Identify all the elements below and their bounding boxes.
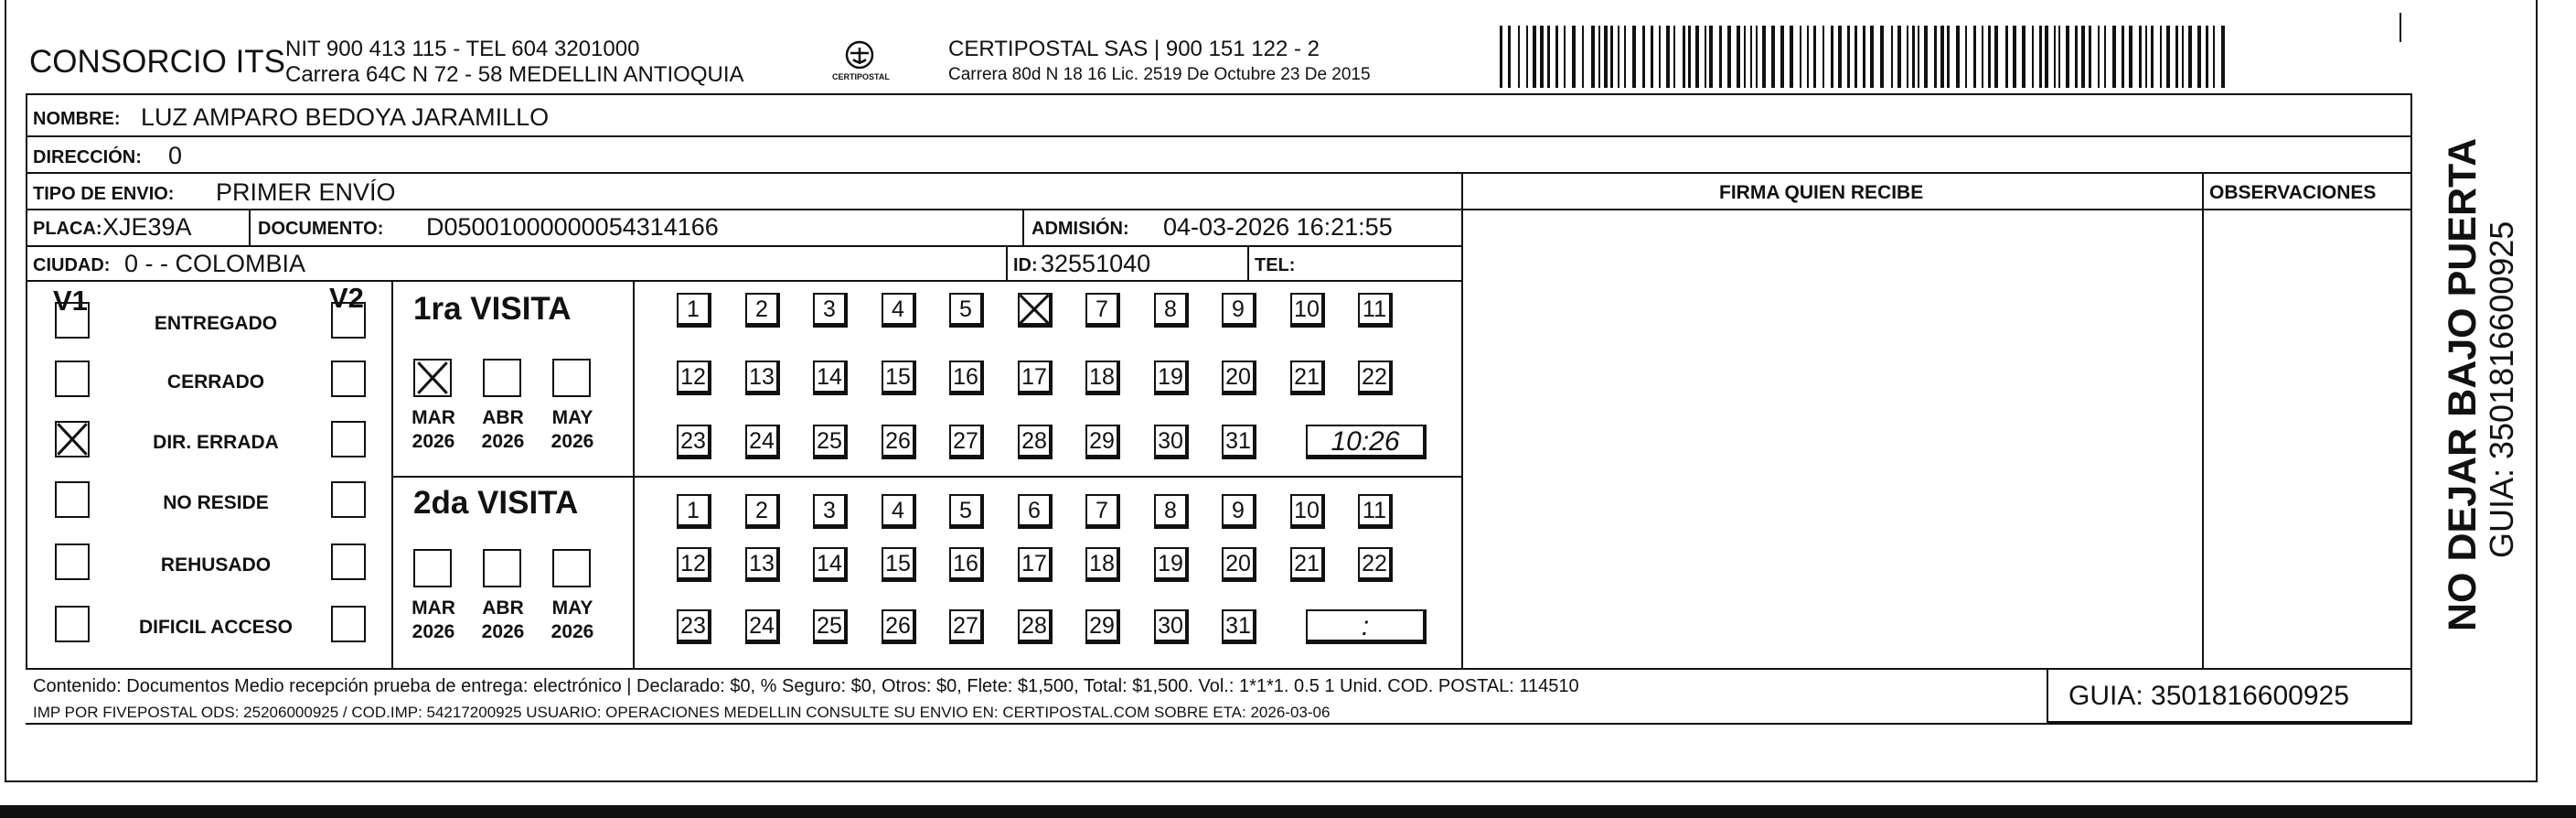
grid-line — [2202, 172, 2204, 670]
visit2-day-box[interactable]: 21 — [1290, 547, 1325, 582]
month-name: MAR — [412, 407, 455, 428]
visit1-day-box[interactable]: 3 — [813, 293, 848, 328]
barcode-bar — [1988, 26, 1991, 88]
month-year: 2026 — [550, 431, 594, 453]
barcode-bar — [2129, 26, 2132, 88]
visit2-day-box[interactable]: 25 — [813, 609, 848, 644]
barcode-bar — [1624, 26, 1626, 88]
barcode-bar — [1891, 26, 1893, 88]
observaciones-header: OBSERVACIONES — [2209, 182, 2377, 203]
grid-line — [26, 93, 2412, 95]
firma-header: FIRMA QUIEN RECIBE — [1719, 182, 1924, 203]
visit2-day-box[interactable]: 11 — [1358, 494, 1393, 529]
barcode-bar — [1822, 26, 1824, 88]
grid-line — [391, 476, 635, 478]
barcode-bar — [1838, 26, 1842, 88]
guia-footer-value: GUIA: 3501816600925 — [2068, 681, 2349, 711]
barcode-bar — [2175, 26, 2178, 88]
logo-text: CERTIPOSTAL — [832, 72, 890, 81]
grid-line — [26, 723, 2412, 725]
visit1-day-box[interactable]: 11 — [1358, 293, 1393, 328]
visit1-day-box[interactable]: 9 — [1222, 293, 1256, 328]
barcode-bar — [1547, 26, 1550, 88]
month-name: MAY — [551, 597, 593, 619]
visit2-day-box[interactable]: 19 — [1154, 547, 1189, 582]
barcode-bar — [1591, 26, 1595, 88]
direccion-label: DIRECCIÓN: — [33, 147, 142, 167]
barcode-bar — [2081, 26, 2085, 88]
visit2-time-box[interactable]: : — [1306, 609, 1427, 644]
carrier-line-2: Carrera 80d N 18 16 Lic. 2519 De Octubre 23 De 2015 — [948, 65, 1371, 84]
visit2-day-box[interactable]: 1 — [677, 494, 711, 529]
id-label: ID: — [1013, 255, 1038, 275]
status-label: ENTREGADO — [154, 313, 278, 334]
visit2-month-checkbox[interactable] — [552, 549, 591, 587]
barcode-bar — [1744, 26, 1746, 88]
visit1-day-box[interactable]: 17 — [1018, 361, 1053, 395]
barcode-bar — [2213, 26, 2215, 88]
barcode-bar — [1947, 26, 1950, 88]
status-v2-checkbox[interactable] — [331, 302, 366, 339]
v1-header: V1 — [53, 285, 88, 317]
admision-value: 04-03-2026 16:21:55 — [1163, 213, 1393, 241]
barcode-bar — [1666, 26, 1670, 88]
barcode-bar — [1508, 26, 1511, 88]
barcode-bar — [1847, 26, 1850, 88]
barcode-bar — [1800, 26, 1801, 88]
placa-label: PLACA: — [33, 219, 102, 239]
barcode-bar — [1572, 26, 1576, 88]
barcode-bar — [1912, 26, 1915, 88]
barcode-bar — [1994, 26, 1998, 88]
visit2-day-box[interactable]: 24 — [745, 609, 780, 644]
barcode-bar — [2188, 26, 2192, 88]
grid-line — [26, 209, 1463, 210]
bottom-edge-bar — [0, 805, 2576, 818]
visit1-day-box[interactable]: 25 — [813, 425, 848, 459]
barcode-bar — [2221, 26, 2225, 88]
barcode-bar — [1555, 26, 1558, 88]
visit2-month-label — [476, 597, 530, 645]
barcode-bar — [1813, 26, 1816, 88]
barcode-bar — [2206, 26, 2208, 88]
barcode-bar — [2045, 26, 2048, 88]
visit2-day-box[interactable]: 28 — [1018, 609, 1053, 644]
month-year: 2026 — [412, 431, 455, 453]
barcode-bar — [1965, 26, 1967, 88]
grid-line — [633, 476, 1461, 478]
status-v2-checkbox[interactable] — [331, 544, 366, 580]
visit1-day-box[interactable]: 31 — [1222, 425, 1256, 459]
v2-header: V2 — [329, 282, 364, 314]
visit2-day-box[interactable]: 16 — [949, 547, 984, 582]
visit2-day-box[interactable]: 31 — [1222, 609, 1256, 644]
visit1-day-box[interactable]: 20 — [1222, 361, 1256, 395]
visit2-day-box[interactable]: 12 — [677, 547, 711, 582]
visit2-day-box[interactable]: 20 — [1222, 547, 1256, 582]
barcode-bar — [1642, 26, 1645, 88]
barcode-bar — [1918, 26, 1919, 88]
barcode-bar — [1863, 26, 1865, 88]
visit1-time-box[interactable]: 10:26 — [1306, 425, 1427, 459]
barcode-bar — [1598, 26, 1600, 88]
visit2-month-checkbox[interactable] — [483, 549, 521, 587]
tipo-envio-label: TIPO DE ENVIO: — [33, 184, 175, 204]
visit2-day-box[interactable]: 18 — [1085, 547, 1120, 582]
barcode-bar — [2139, 26, 2142, 88]
barcode-bar — [2054, 26, 2056, 88]
status-v1-checkbox[interactable] — [55, 606, 90, 642]
barcode-bar — [1924, 26, 1928, 88]
visit1-day-box[interactable]: 23 — [677, 425, 711, 459]
barcode-bar — [1618, 26, 1619, 88]
barcode-bar — [2182, 26, 2184, 88]
barcode-bar — [1727, 26, 1731, 88]
barcode-bar — [1934, 26, 1937, 88]
barcode-bar — [2032, 26, 2034, 88]
direccion-value: 0 — [168, 142, 183, 169]
barcode-bar — [2145, 26, 2147, 88]
barcode-bar — [1518, 26, 1520, 88]
visit1-day-box[interactable]: 21 — [1290, 361, 1325, 395]
status-label: CERRADO — [166, 371, 265, 393]
status-v1-checkbox[interactable] — [55, 302, 90, 339]
no-dejar-bajo-puerta-text: NO DEJAR BAJO PUERTA — [2441, 137, 2485, 631]
barcode-bar — [2151, 26, 2154, 88]
status-v2-checkbox[interactable] — [331, 606, 366, 642]
visit1-month-checkbox[interactable] — [552, 359, 591, 397]
barcode-bar — [1500, 26, 1502, 88]
barcode-bar — [2005, 26, 2008, 88]
barcode-bar — [2160, 26, 2162, 88]
visit1-day-box[interactable]: 4 — [882, 293, 916, 328]
visit2-day-box[interactable]: 30 — [1154, 609, 1189, 644]
visit2-day-box[interactable]: 17 — [1018, 547, 1053, 582]
visit2-day-box[interactable]: 23 — [677, 609, 711, 644]
grid-line — [1022, 209, 1024, 245]
ciudad-label: CIUDAD: — [33, 255, 111, 275]
status-v1-checkbox[interactable] — [55, 421, 90, 457]
side-guia-text: GUIA: 3501816600925 — [2483, 221, 2520, 558]
visit1-title: 1ra VISITA — [413, 291, 572, 327]
visit1-day-box[interactable]: 7 — [1085, 293, 1120, 328]
footer-line-1: Contenido: Documentos Medio recepción prueba de entrega: electrónico | Declarado: $0, % Seguro: $0, Otros: $0, Flete: $1,500, Total: $1,500. Vol.: 1*1*1. 0.5 1 Unid. COD. POSTAL: 114510 — [33, 676, 1579, 696]
visit1-day-box[interactable]: 28 — [1018, 425, 1053, 459]
visit1-day-box[interactable]: 15 — [882, 361, 916, 395]
barcode-bar — [1705, 26, 1706, 88]
barcode-bar — [1659, 26, 1661, 88]
visit2-day-box[interactable]: 15 — [882, 547, 916, 582]
barcode-bar — [2013, 26, 2016, 88]
visit2-day-box[interactable]: 29 — [1085, 609, 1120, 644]
visit1-day-box[interactable]: 24 — [745, 425, 780, 459]
barcode-bar — [2022, 26, 2026, 88]
barcode-bar — [1610, 26, 1613, 88]
status-v1-checkbox[interactable] — [55, 361, 90, 397]
visit1-day-box[interactable]: 26 — [882, 425, 916, 459]
visit2-day-box[interactable]: 14 — [813, 547, 848, 582]
barcode-graphic — [1500, 26, 2229, 88]
visit2-month-label — [545, 597, 600, 645]
month-name: MAY — [551, 407, 593, 428]
visit1-day-box[interactable]: 1 — [677, 293, 711, 328]
barcode-bar — [2098, 26, 2100, 88]
barcode-bar — [1688, 26, 1691, 88]
grid-line — [2410, 93, 2412, 670]
barcode-bar — [1673, 26, 1675, 88]
barcode-bar — [2039, 26, 2042, 88]
visit2-day-box[interactable]: 13 — [745, 547, 780, 582]
grid-line — [26, 280, 1463, 282]
visit1-day-box[interactable]: 13 — [745, 361, 780, 395]
visit1-month-checkbox[interactable] — [483, 359, 521, 397]
barcode-bar — [1651, 26, 1653, 88]
status-label: DIFICIL ACCESO — [138, 617, 293, 638]
grid-line — [1461, 209, 2412, 210]
visit1-day-box[interactable]: 14 — [813, 361, 848, 395]
barcode-bar — [2075, 26, 2078, 88]
visit2-day-box[interactable]: 5 — [949, 494, 984, 529]
company-name: CONSORCIO ITS — [29, 44, 286, 80]
placa-value: XJE39A — [102, 213, 192, 241]
barcode-bar — [2089, 26, 2091, 88]
company-line-2: Carrera 64C N 72 - 58 MEDELLIN ANTIOQUIA — [285, 62, 744, 87]
barcode-bar — [1604, 26, 1608, 88]
barcode-bar — [2058, 26, 2060, 88]
barcode-bar — [1683, 26, 1685, 88]
visit2-day-box[interactable]: 8 — [1154, 494, 1189, 529]
barcode-bar — [1780, 26, 1784, 88]
barcode-bar — [2122, 26, 2124, 88]
company-line-1: NIT 900 413 115 - TEL 604 3201000 — [285, 37, 640, 61]
visit1-month-checkbox[interactable] — [413, 359, 452, 397]
grid-line — [249, 209, 251, 245]
status-v2-checkbox[interactable] — [331, 361, 366, 397]
visit1-day-box[interactable]: 27 — [949, 425, 984, 459]
barcode-bar — [1632, 26, 1636, 88]
visit2-month-checkbox[interactable] — [413, 549, 452, 587]
status-label: NO RESIDE — [163, 492, 269, 513]
barcode-bar — [1756, 26, 1758, 88]
documento-label: DOCUMENTO: — [258, 219, 384, 239]
month-year: 2026 — [550, 621, 594, 643]
grid-line — [633, 280, 635, 670]
visit1-day-box[interactable]: 19 — [1154, 361, 1189, 395]
visit2-day-box[interactable]: 22 — [1358, 547, 1393, 582]
visit2-day-box[interactable]: 7 — [1085, 494, 1120, 529]
visit1-day-box[interactable]: 8 — [1154, 293, 1189, 328]
tipo-envio-value: PRIMER ENVÍO — [216, 178, 396, 206]
grid-line — [1006, 245, 1008, 280]
barcode-bar — [1533, 26, 1536, 88]
barcode-bar — [2197, 26, 2201, 88]
nombre-label: NOMBRE: — [33, 109, 121, 129]
id-value: 32551040 — [1041, 250, 1151, 277]
barcode-bar — [1540, 26, 1544, 88]
barcode-bar — [1564, 26, 1566, 88]
barcode-bar — [1737, 26, 1740, 88]
grid-line — [1247, 245, 1249, 280]
barcode-bar — [1762, 26, 1766, 88]
visit1-day-box[interactable] — [1018, 293, 1053, 328]
visit1-day-box[interactable]: 10 — [1290, 293, 1325, 328]
barcode-bar — [1982, 26, 1983, 88]
visit1-day-box[interactable]: 30 — [1154, 425, 1189, 459]
barcode-bar — [1526, 26, 1528, 88]
barcode-bar — [1907, 26, 1908, 88]
visit1-month-label — [545, 406, 600, 455]
barcode-bar — [1897, 26, 1901, 88]
grid-line — [26, 93, 27, 670]
visit1-day-box[interactable]: 5 — [949, 293, 984, 328]
barcode-bar — [2166, 26, 2170, 88]
visit2-day-box[interactable]: 6 — [1018, 494, 1053, 529]
certipostal-logo — [832, 37, 890, 91]
visit2-day-box[interactable]: 3 — [813, 494, 848, 529]
month-name: MAR — [412, 597, 455, 619]
visit2-day-box[interactable]: 27 — [949, 609, 984, 644]
visit2-day-box[interactable]: 4 — [882, 494, 916, 529]
barcode-bar — [1719, 26, 1722, 88]
visit1-day-box[interactable]: 16 — [949, 361, 984, 395]
barcode-bar — [1790, 26, 1793, 88]
documento-value: D05001000000054314166 — [426, 213, 719, 241]
visit2-day-box[interactable]: 9 — [1222, 494, 1256, 529]
visit1-day-box[interactable]: 22 — [1358, 361, 1393, 395]
month-year: 2026 — [481, 621, 525, 643]
visit2-day-box[interactable]: 2 — [745, 494, 780, 529]
barcode-bar — [2066, 26, 2069, 88]
status-v1-checkbox[interactable] — [55, 544, 90, 580]
barcode-bar — [1956, 26, 1960, 88]
nombre-value: LUZ AMPARO BEDOYA JARAMILLO — [141, 103, 550, 131]
status-v2-checkbox[interactable] — [331, 421, 366, 457]
grid-line — [1461, 172, 1463, 670]
status-label: REHUSADO — [160, 554, 272, 576]
visit2-day-box[interactable]: 10 — [1290, 494, 1325, 529]
month-year: 2026 — [412, 621, 455, 643]
barcode-bar — [1807, 26, 1809, 88]
visit1-day-box[interactable]: 29 — [1085, 425, 1120, 459]
barcode-bar — [1695, 26, 1699, 88]
status-v2-checkbox[interactable] — [331, 481, 366, 518]
visit1-day-box[interactable]: 12 — [677, 361, 711, 395]
barcode-bar — [1940, 26, 1944, 88]
footer-line-2: IMP POR FIVEPOSTAL ODS: 25206000925 / COD.IMP: 54217200925 USUARIO: OPERACIONES MEDELLIN CONSULTE SU ENVIO EN: CERTIPOSTAL.COM SOBRE ETA: 2026-03-06 — [33, 704, 1331, 721]
carrier-line-1: CERTIPOSTAL SAS | 900 151 122 - 2 — [948, 37, 1320, 61]
tel-label: TEL: — [1255, 255, 1296, 275]
barcode-bar — [1582, 26, 1584, 88]
visit2-day-box[interactable]: 26 — [882, 609, 916, 644]
barcode-bar — [1880, 26, 1884, 88]
certipostal-logo-icon — [832, 37, 890, 91]
barcode-bar — [1870, 26, 1874, 88]
barcode — [1500, 26, 2229, 88]
barcode-bar — [1855, 26, 1857, 88]
visit2-month-label — [406, 597, 461, 645]
grid-line — [391, 280, 393, 670]
status-v1-checkbox[interactable] — [55, 481, 90, 518]
month-name: ABR — [482, 407, 524, 428]
visit1-day-box[interactable]: 18 — [1085, 361, 1120, 395]
barcode-bar — [2112, 26, 2116, 88]
admision-label: ADMISIÓN: — [1031, 219, 1129, 239]
month-year: 2026 — [481, 431, 525, 453]
barcode-bar — [1771, 26, 1775, 88]
status-label: DIR. ERRADA — [153, 432, 279, 453]
barcode-bar — [2104, 26, 2106, 88]
barcode-bar — [1831, 26, 1833, 88]
ciudad-value: 0 - - COLOMBIA — [124, 250, 306, 277]
barcode-bar — [1973, 26, 1976, 88]
grid-line — [26, 172, 2412, 174]
barcode-bar — [1750, 26, 1752, 88]
grid-line — [26, 135, 2412, 137]
month-name: ABR — [482, 597, 524, 619]
visit1-month-label — [406, 406, 461, 455]
visit1-day-box[interactable]: 2 — [745, 293, 780, 328]
visit1-month-label — [476, 406, 530, 455]
top-right-tick — [2400, 13, 2401, 42]
barcode-bar — [1709, 26, 1713, 88]
visit2-title: 2da VISITA — [413, 485, 579, 521]
